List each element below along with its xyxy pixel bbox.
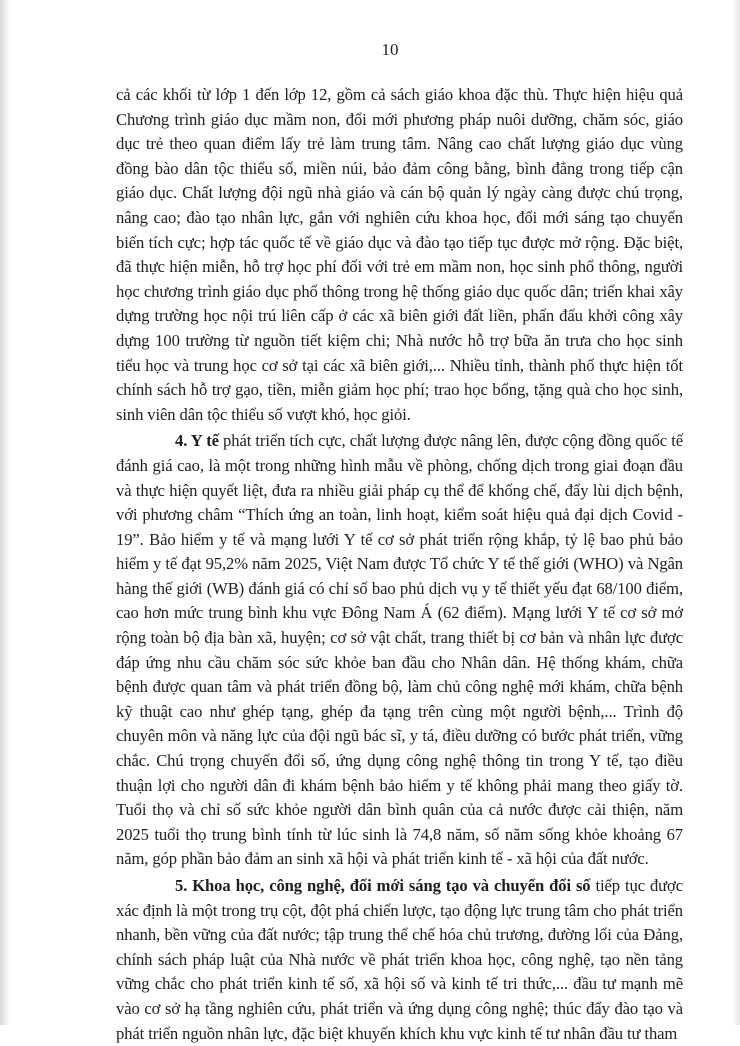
section-heading-science-technology: 5. Khoa học, công nghệ, đổi mới sáng tạo và chuyển đổi số — [175, 876, 591, 895]
paragraph-education-continued — [116, 83, 683, 427]
paragraph-health — [116, 429, 683, 872]
paragraph-text: cả các khối từ lớp 1 đến lớp 12, gồm cả sách giáo khoa đặc thù. Thực hiện hiệu quả Chương trình giáo dục mầm non, đổi mới phương pháp nuôi dưỡng, chăm sóc, giáo dục trẻ theo quan điểm lấy trẻ làm trung tâm. Nâng cao chất lượng giáo dục vùng đồng bào dân tộc thiểu số, miền núi, bảo đảm công bằng, bình đẳng trong tiếp cận giáo dục. Chất lượng đội ngũ nhà giáo và cán bộ quản lý ngày càng được chú trọng, nâng cao; đào tạo nhân lực, gắn với nghiên cứu khoa học, đổi mới sáng tạo chuyển biến tích cực; hợp tác quốc tế về giáo dục và đào tạo tiếp tục được mở rộng. Đặc biệt, đã thực hiện miễn, hỗ trợ học phí đối với trẻ em mầm non, học sinh phổ thông, người học chương trình giáo dục phổ thông trong hệ thống giáo dục quốc dân; triển khai xây dựng trường học nội trú liên cấp ở các xã biên giới đất liền, phấn đấu khởi công xây dựng 100 trường từ nguồn tiết kiệm chi; Nhà nước hỗ trợ bữa ăn trưa cho học sinh tiểu học và trung học cơ sở tại các xã biên giới,... Nhiều tỉnh, thành phố thực hiện tốt chính sách hỗ trợ gạo, tiền, miễn giảm học phí; trao học bổng, tặng quà cho học sinh, sinh viên dân tộc thiểu số vượt khó, học giỏi. — [116, 85, 683, 424]
paragraph-text: tiếp tục được xác định là một trong trụ cột, đột phá chiến lược, tạo động lực trung tâm cho phát triển nhanh, bền vững của đất nước; tập trung thể chế hóa chủ trương, đường lối của Đảng, chính sách pháp luật của Nhà nước về phát triển khoa học, công nghệ, tạo nền tảng vững chắc cho phát triển kinh tế số, xã hội số và kinh tế tri thức,... đầu tư mạnh mẽ vào cơ sở hạ tầng nghiên cứu, phát triển và ứng dụng công nghệ; thúc đẩy đào tạo và phát triển nguồn nhân lực, đặc biệt khuyến khích khu vực kinh tế tư nhân đầu tư tham — [116, 876, 683, 1043]
paragraph-science-technology — [116, 874, 683, 1046]
page-number: 10 — [381, 40, 399, 59]
paragraph-text: phát triển tích cực, chất lượng được nâng lên, được cộng đồng quốc tế đánh giá cao, là một trong những hình mẫu về phòng, chống dịch trong giai đoạn đầu và thực hiện quyết liệt, đưa ra nhiều giải pháp cụ thể để khống chế, đẩy lùi dịch bệnh, với phương châm “Thích ứng an toàn, linh hoạt, kiểm soát hiệu quả đại dịch Covid - 19”. Bảo hiểm y tế và mạng lưới Y tế cơ sở phát triển rộng khắp, tỷ lệ bao phủ bảo hiểm y tế đạt 95,2% năm 2025, Việt Nam được Tổ chức Y tế thế giới (WHO) và Ngân hàng thế giới (WB) đánh giá có chỉ số bao phủ dịch vụ y tế thiết yếu đạt 68/100 điểm, cao hơn mức trung bình khu vực Đông Nam Á (62 điểm). Mạng lưới Y tế cơ sở mở rộng toàn bộ địa bàn xã, huyện; cơ sở vật chất, trang thiết bị cơ bản và nhân lực được đáp ứng nhu cầu chăm sóc sức khỏe ban đầu cho Nhân dân. Hệ thống khám, chữa bệnh được quan tâm và phát triển đồng bộ, làm chủ công nghệ mới khám, chữa bệnh kỹ thuật cao như ghép tạng, ghép đa tạng trên cùng một người bệnh,... Trình độ chuyên môn và năng lực của đội ngũ bác sĩ, y tá, điều dưỡng có bước phát triển, vững chắc. Chú trọng chuyển đổi số, ứng dụng công nghệ thông tin trong Y tế, tạo điều thuận lợi cho người dân đi khám bệnh bảo hiểm y tế không phải mang theo giấy tờ. Tuổi thọ và chỉ số sức khỏe người dân bình quân của cả nước được cải thiện, năm 2025 tuổi thọ trung bình tính từ lúc sinh là 74,8 năm, số năm sống khỏe khoảng 67 năm, góp phần bảo đảm an sinh xã hội và phát triển kinh tế - xã hội của đất nước. — [116, 431, 684, 869]
page-edge-shadow-right — [732, 0, 740, 1025]
section-heading-health: 4. Y tế — [175, 431, 219, 451]
document-body — [116, 83, 683, 1046]
page-edge-shadow-left — [0, 0, 10, 1025]
